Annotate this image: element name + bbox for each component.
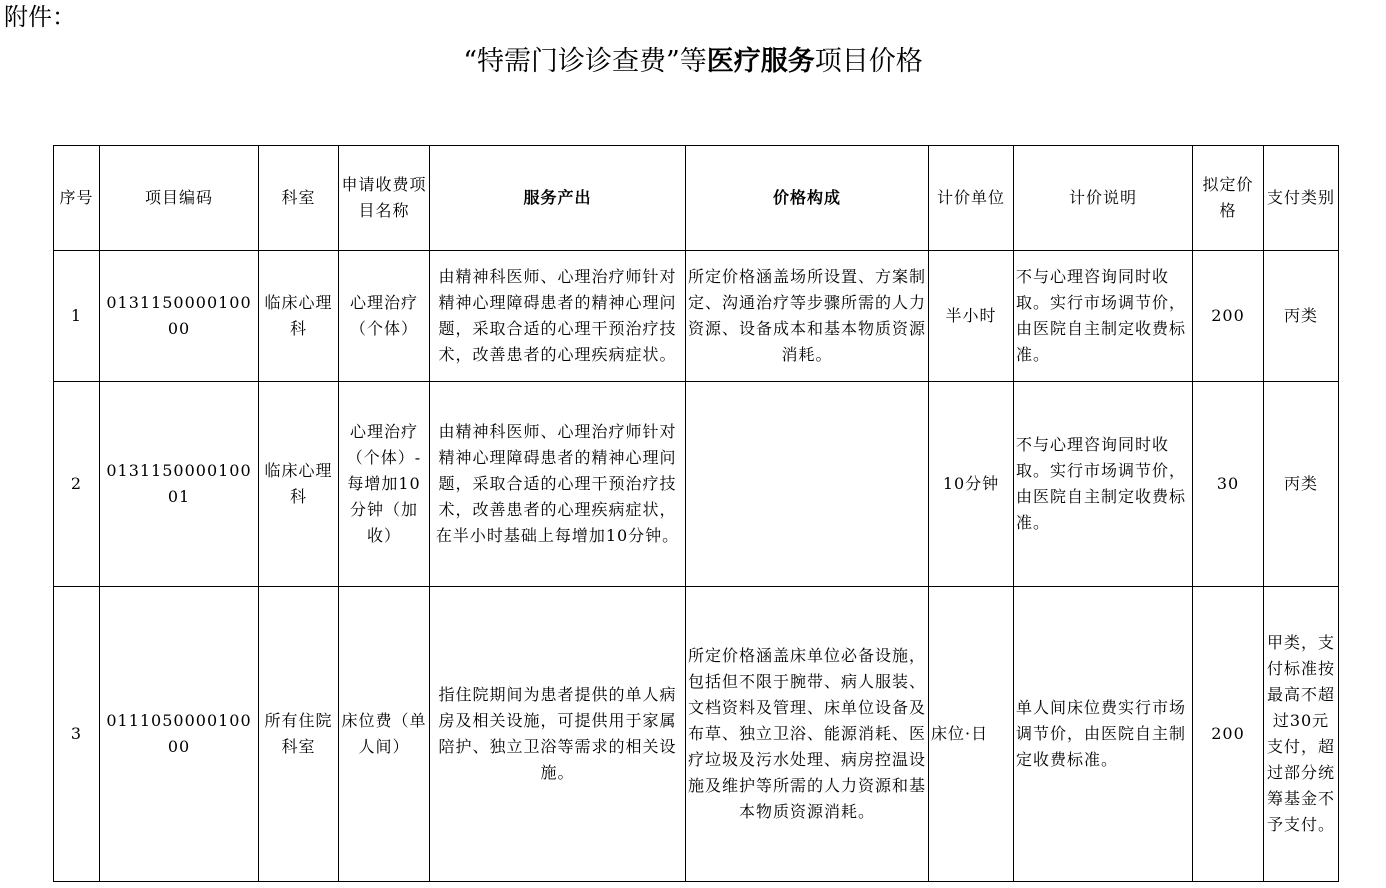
- row-number: 1: [54, 251, 100, 382]
- pricing-note: 不与心理咨询同时收取。实行市场调节价，由医院自主制定收费标准。: [1014, 382, 1193, 587]
- proposed-price: 30: [1193, 382, 1264, 587]
- payment-category: 甲类，支付标准按最高不超过30元支付，超过部分统筹基金不予支付。: [1264, 587, 1339, 882]
- item-name: 心理治疗（个体）-每增加10分钟（加收）: [339, 382, 430, 587]
- header-cell: 价格构成: [686, 146, 929, 251]
- payment-category: 丙类: [1264, 382, 1339, 587]
- pricing-unit: 半小时: [929, 251, 1014, 382]
- price-composition: 所定价格涵盖场所设置、方案制定、沟通治疗等步骤所需的人力资源、设备成本和基本物质资源消耗。: [686, 251, 929, 382]
- pricing-unit: 10分钟: [929, 382, 1014, 587]
- price-table: [53, 145, 1339, 882]
- title-part-1: “特需门诊诊查费”等: [463, 46, 707, 77]
- item-code: 011105000010000: [100, 587, 259, 882]
- header-cell: 序号: [54, 146, 100, 251]
- item-code: 013115000010000: [100, 251, 259, 382]
- row-number: 3: [54, 587, 100, 882]
- price-composition: 所定价格涵盖床单位必备设施，包括但不限于腕带、病人服装、文档资料及管理、床单位设备及布草、独立卫浴、能源消耗、医疗垃圾及污水处理、病房控温设施及维护等所需的人力资源和基本物质资源消耗。: [686, 587, 929, 882]
- pricing-note: 不与心理咨询同时收取。实行市场调节价，由医院自主制定收费标准。: [1014, 251, 1193, 382]
- item-name: 床位费（单人间）: [339, 587, 430, 882]
- header-cell: 服务产出: [430, 146, 686, 251]
- header-cell: 计价单位: [929, 146, 1014, 251]
- header-cell: 拟定价格: [1193, 146, 1264, 251]
- department: 临床心理科: [259, 382, 339, 587]
- payment-category: 丙类: [1264, 251, 1339, 382]
- title-part-3: 项目价格: [814, 46, 923, 77]
- document-title: [0, 40, 1386, 84]
- item-code: 013115000010001: [100, 382, 259, 587]
- department: 临床心理科: [259, 251, 339, 382]
- service-output: 由精神科医师、心理治疗师针对精神心理障碍患者的精神心理问题，采取合适的心理干预治疗技术，改善患者的心理疾病症状，在半小时基础上每增加10分钟。: [430, 382, 686, 587]
- header-cell: 支付类别: [1264, 146, 1339, 251]
- price-composition: [686, 382, 929, 587]
- table-row: [54, 587, 1339, 882]
- table-header-row: [54, 146, 1339, 251]
- header-cell: 项目编码: [100, 146, 259, 251]
- table-row: [54, 382, 1339, 587]
- header-cell: 计价说明: [1014, 146, 1193, 251]
- row-number: 2: [54, 382, 100, 587]
- service-output: 指住院期间为患者提供的单人病房及相关设施，可提供用于家属陪护、独立卫浴等需求的相关设施。: [430, 587, 686, 882]
- table-row: [54, 251, 1339, 382]
- title-part-2: 医疗服务: [706, 46, 815, 77]
- proposed-price: 200: [1193, 587, 1264, 882]
- department: 所有住院科室: [259, 587, 339, 882]
- item-name: 心理治疗（个体）: [339, 251, 430, 382]
- header-cell: 申请收费项目名称: [339, 146, 430, 251]
- service-output: 由精神科医师、心理治疗师针对精神心理障碍患者的精神心理问题，采取合适的心理干预治疗技术，改善患者的心理疾病症状。: [430, 251, 686, 382]
- header-cell: 科室: [259, 146, 339, 251]
- proposed-price: 200: [1193, 251, 1264, 382]
- pricing-note: 单人间床位费实行市场调节价，由医院自主制定收费标准。: [1014, 587, 1193, 882]
- pricing-unit: 床位·日: [929, 587, 1014, 882]
- attachment-label: 附件：: [4, 3, 76, 31]
